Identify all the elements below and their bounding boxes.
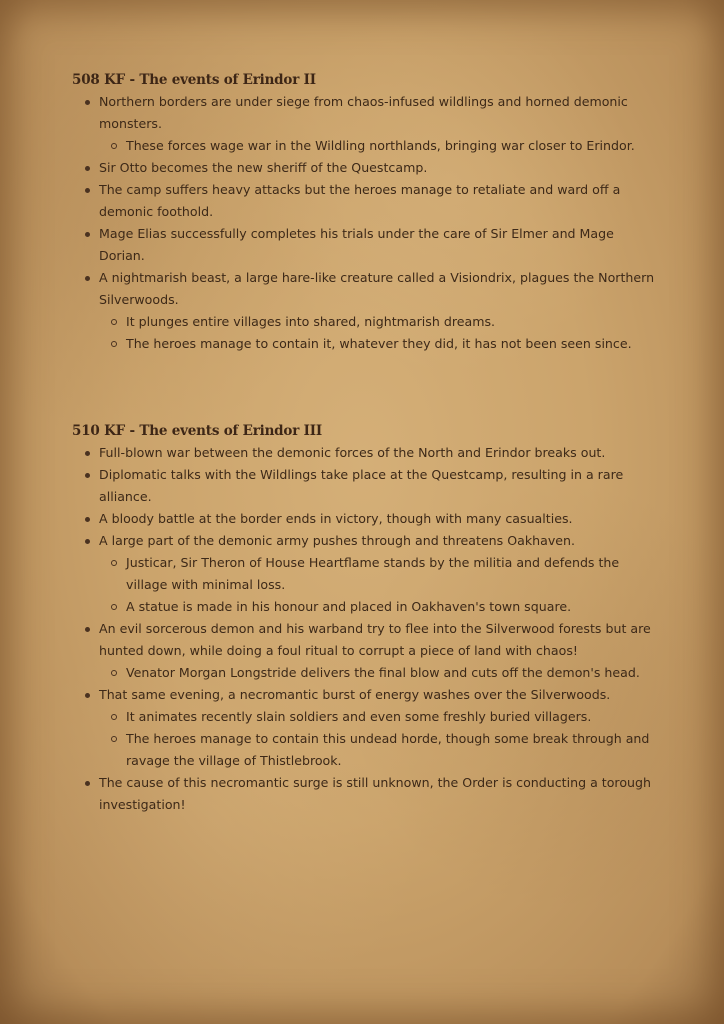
- event-subitem: Venator Morgan Longstride delivers the final blow and cuts off the demon's head.: [72, 662, 662, 684]
- section-508-kf: [72, 69, 662, 355]
- event-item: That same evening, a necromantic burst of energy washes over the Silverwoods.: [72, 684, 662, 706]
- event-subitem: A statue is made in his honour and placed in Oakhaven's town square.: [72, 596, 662, 618]
- event-item: Sir Otto becomes the new sheriff of the Questcamp.: [72, 157, 662, 179]
- event-item: A nightmarish beast, a large hare-like creature called a Visiondrix, plagues the Northern Silverwoods.: [72, 267, 662, 311]
- event-item: An evil sorcerous demon and his warband try to flee into the Silverwood forests but are hunted down, while doing a foul ritual to corrupt a piece of land with chaos!: [72, 618, 662, 662]
- event-item: A bloody battle at the border ends in victory, though with many casualties.: [72, 508, 662, 530]
- event-item: The cause of this necromantic surge is still unknown, the Order is conducting a torough investigation!: [72, 772, 662, 816]
- event-list: [72, 91, 662, 355]
- event-subitem: These forces wage war in the Wildling northlands, bringing war closer to Erindor.: [72, 135, 662, 157]
- event-item: The camp suffers heavy attacks but the heroes manage to retaliate and ward off a demonic foothold.: [72, 179, 662, 223]
- event-subitem: It animates recently slain soldiers and even some freshly buried villagers.: [72, 706, 662, 728]
- event-subitem: The heroes manage to contain it, whatever they did, it has not been seen since.: [72, 333, 662, 355]
- event-subitem: Justicar, Sir Theron of House Heartflame stands by the militia and defends the village with minimal loss.: [72, 552, 662, 596]
- event-item: Diplomatic talks with the Wildlings take place at the Questcamp, resulting in a rare alliance.: [72, 464, 662, 508]
- event-subitem: It plunges entire villages into shared, nightmarish dreams.: [72, 311, 662, 333]
- event-subitem: The heroes manage to contain this undead horde, though some break through and ravage the village of Thistlebrook.: [72, 728, 662, 772]
- event-item: Northern borders are under siege from chaos-infused wildlings and horned demonic monsters.: [72, 91, 662, 135]
- event-list: [72, 442, 662, 816]
- section-heading: 510 KF - The events of Erindor III: [72, 423, 322, 439]
- event-item: Mage Elias successfully completes his trials under the care of Sir Elmer and Mage Dorian.: [72, 223, 662, 267]
- event-item: A large part of the demonic army pushes through and threatens Oakhaven.: [72, 530, 662, 552]
- event-item: Full-blown war between the demonic forces of the North and Erindor breaks out.: [72, 442, 662, 464]
- section-heading: 508 KF - The events of Erindor II: [72, 72, 316, 88]
- section-510-kf: [72, 420, 662, 816]
